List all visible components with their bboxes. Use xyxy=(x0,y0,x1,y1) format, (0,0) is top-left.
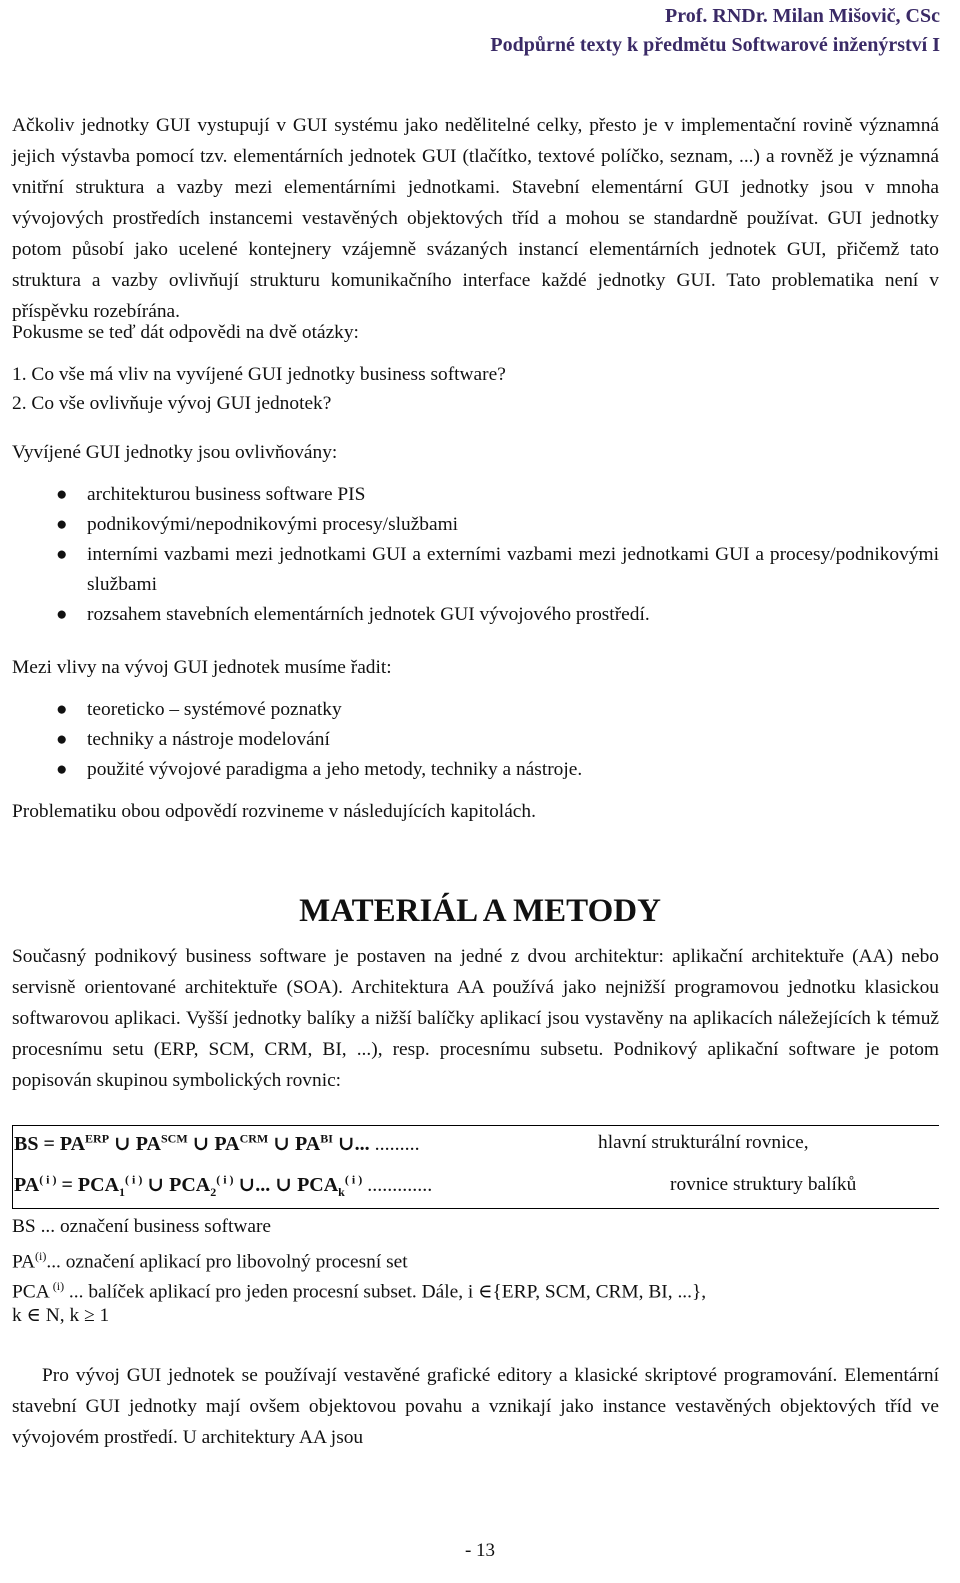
closing-intro: Problematiku obou odpovědí rozvineme v následujících kapitolách. xyxy=(12,801,536,822)
section-title: MATERIÁL A METODY xyxy=(299,893,661,929)
final-paragraph: Pro vývoj GUI jednotek se používají vestavěné grafické editory a klasické skriptové programování. Elementární stavební GUI jednotky mají ovšem objektovou povahu a vznikají jako instance vestavěných objektových tříd ve vývojovém prostředí. U architektury AA jsou xyxy=(12,1365,939,1448)
package-equation: $PA^{( i )} = PCA_1^{( i )}$ ∪ $PCA_2^{( i )}$ ∪... ∪ $PCA_k^{( i )}$ ............. xyxy=(14,1172,433,1199)
package-equation-note: rovnice struktury balíků xyxy=(670,1174,857,1195)
question-2: 2. Co vše ovlivňuje vývoj GUI jednotek? xyxy=(12,393,332,414)
intro-paragraph: Ačkoliv jednotky GUI vystupují v GUI systému jako nedělitelné celky, přesto je v implementační rovině významná jejich výstavba pomocí tzv. elementárních jednotek GUI (tlačítko, textové políčko, seznam, ...) a rovněž je významná vnitřní struktura a vazby mezi elementárními jednotkami. Stavební elementární GUI jednotky jsou v mnoha vývojových prostředích instancemi vestavěných objektových tříd a mohou se standardně používat. GUI jednotky potom působí jako ucelené kontejnery vzájemně svázaných instancí elementárních jednotek GUI, přičemž tato struktura a vazby ovlivňují strukturu komunikačního interface každé jednotky GUI. Tato problematika není v příspěvku rozebírána. xyxy=(12,115,939,322)
bullet-icon: ● xyxy=(56,699,68,720)
definition-pa: PA$^{(i)}$... označení aplikací pro libovolný procesní set xyxy=(12,1249,408,1273)
question-1: 1. Co vše má vliv na vyvíjené GUI jednotky business software? xyxy=(12,364,506,385)
influenced-intro: Vyvíjené GUI jednotky jsou ovlivňovány: xyxy=(12,442,338,463)
bullet-icon: ● xyxy=(56,514,68,535)
bullet-icon: ● xyxy=(56,604,68,625)
definition-bs: BS ... označení business software xyxy=(12,1216,272,1237)
header-subtitle: Podpůrné texty k předmětu Softwarové inženýrství I xyxy=(490,34,940,56)
main-equation: BS = $PA^{ERP}$ ∪ $PA^{SCM}$ ∪ $PA^{CRM}$ ∪ $PA^{BI}$ ∪... ......... xyxy=(14,1131,420,1155)
section-paragraph: Současný podnikový business software je postaven na jedné z dvou architektur: aplikační architektuře (AA) nebo servisně orientované architektuře (SOA). Architektura AA používá jako nejnižší programovou jednotku klasickou softwarovou aplikaci. Vyšší jednotky balíky a nižší balíčky aplikací jsou vystavěny na aplikacích náležejících k témuž procesnímu setu (ERP, SCM, CRM, BI, ...), resp. procesnímu subsetu. Podnikový aplikační software je potom popisován skupinou symbolických rovnic: xyxy=(12,946,939,1091)
header-author: Prof. RNDr. Milan Mišovič, CSc xyxy=(665,5,940,27)
questions-intro: Pokusme se teď dát odpovědi na dvě otázky: xyxy=(12,322,359,343)
page-header xyxy=(490,2,940,60)
main-equation-note: hlavní strukturální rovnice, xyxy=(598,1132,809,1153)
page-number: - 13 xyxy=(464,1540,496,1561)
definition-pca: PCA $^{(i)}$ ... balíček aplikací pro jeden procesní subset. Dále, i ∈{ERP, SCM, CRM, BI, ...}, xyxy=(12,1279,707,1303)
bullet-icon: ● xyxy=(56,484,68,505)
bullet-icon: ● xyxy=(56,729,68,750)
equation-box xyxy=(12,1125,939,1210)
bullet-icon: ● xyxy=(56,544,68,565)
bullet-icon: ● xyxy=(56,759,68,780)
definition-k: k ∈ N, k ≥ 1 xyxy=(12,1305,110,1326)
influences-intro: Mezi vlivy na vývoj GUI jednotek musíme řadit: xyxy=(12,657,392,678)
